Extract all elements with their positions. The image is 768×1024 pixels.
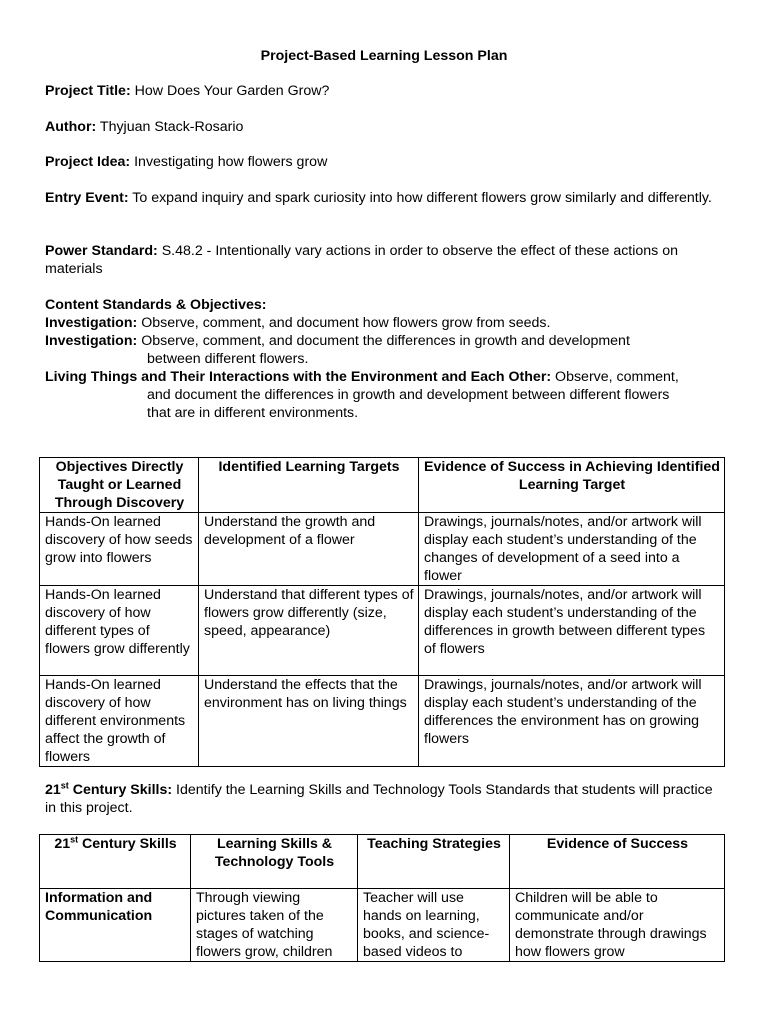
column-header — [40, 835, 191, 889]
table-row — [40, 586, 725, 676]
column-header: Teaching Strategies — [358, 835, 510, 889]
standard-item-text: Observe, comment, and document how flowers grow from seeds. — [141, 315, 551, 331]
standard-item-text-cont: between different flowers. — [147, 351, 309, 367]
table-row — [40, 676, 725, 767]
table-header-row — [40, 458, 725, 513]
column-header: Identified Learning Targets — [199, 458, 419, 513]
table-cell: Hands-On learned discovery of how different environments affect the growth of flowers — [40, 676, 199, 767]
standard-item-label: Investigation: — [45, 333, 138, 349]
table-cell: Information and Communication — [40, 889, 191, 962]
table-row — [40, 889, 725, 962]
standard-item-text: Observe, comment, and document the differences in growth and development — [141, 333, 630, 349]
skills-table — [39, 834, 725, 962]
table-cell: Understand the effects that the environment has on living things — [199, 676, 419, 767]
project-title-value: How Does Your Garden Grow? — [134, 83, 330, 99]
table-cell: Hands-On learned discovery of how seeds grow into flowers — [40, 513, 199, 586]
table-cell: Understand the growth and development of a flower — [199, 513, 419, 586]
column-header: Evidence of Success — [510, 835, 725, 889]
standard-item-label: Investigation: — [45, 315, 138, 331]
page-title: Project-Based Learning Lesson Plan — [260, 48, 508, 64]
author-label: Author: — [45, 119, 97, 135]
table-cell: Children will be able to communicate and/or demonstrate through drawings how flowers grow — [510, 889, 725, 962]
table-cell: Drawings, journals/notes, and/or artwork will display each student’s understanding of the differences the environment has on growing flowers — [419, 676, 725, 767]
column-header-sup: st — [70, 834, 79, 845]
table-cell: Drawings, journals/notes, and/or artwork will display each student’s understanding of the differences in growth between different types of flowers — [419, 586, 725, 676]
table-cell: Teacher will use hands on learning, books, and science-based videos to — [358, 889, 510, 962]
content-standards-heading: Content Standards & Objectives: — [45, 297, 267, 313]
table-cell: Drawings, journals/notes, and/or artwork will display each student’s understanding of the changes of development of a seed into a flower — [419, 513, 725, 586]
column-header: Learning Skills & Technology Tools — [191, 835, 358, 889]
table-cell: Hands-On learned discovery of how different types of flowers grow differently — [40, 586, 199, 676]
column-header: Evidence of Success in Achieving Identified Learning Target — [419, 458, 725, 513]
author-value: Thyjuan Stack-Rosario — [99, 119, 244, 135]
power-standard-label: Power Standard: — [45, 243, 158, 259]
project-idea-field — [45, 153, 725, 171]
table-header-row — [40, 835, 725, 889]
table-cell: Through viewing pictures taken of the stages of watching flowers grow, children — [191, 889, 358, 962]
objectives-table — [39, 457, 725, 767]
standard-item — [45, 332, 725, 368]
project-idea-value: Investigating how flowers grow — [134, 154, 328, 170]
century-skills-label-num: 21 — [45, 782, 61, 798]
standard-item-text-cont: that are in different environments. — [147, 405, 359, 421]
entry-event-value: To expand inquiry and spark curiosity into how different flowers grow similarly and differently. — [132, 190, 712, 206]
standard-item-label: Living Things and Their Interactions with the Environment and Each Other: — [45, 369, 552, 385]
standard-item — [45, 368, 725, 422]
century-skills-field — [45, 781, 725, 817]
column-header-num: 21 — [54, 836, 71, 852]
table-row — [40, 513, 725, 586]
power-standard-field — [45, 242, 725, 278]
table-cell: Understand that different types of flowers grow differently (size, speed, appearance) — [199, 586, 419, 676]
century-skills-label-rest: Century Skills: — [68, 782, 173, 798]
project-title-field — [45, 82, 725, 100]
power-standard-value: S.48.2 - Intentionally vary actions in order to observe the effect of these actions on materials — [45, 243, 678, 277]
standard-item — [45, 314, 725, 332]
standard-item-text: Observe, comment, — [555, 369, 679, 385]
project-idea-label: Project Idea: — [45, 154, 131, 170]
content-standards-section — [45, 296, 725, 422]
standard-item-text-cont: and document the differences in growth and development between different flowers — [147, 387, 670, 403]
project-title-label: Project Title: — [45, 83, 131, 99]
entry-event-field — [45, 189, 725, 207]
author-field — [45, 118, 725, 136]
entry-event-label: Entry Event: — [45, 190, 129, 206]
century-skills-label — [45, 782, 172, 798]
century-skills-label-sup: st — [60, 780, 69, 791]
column-header-rest: Century Skills — [78, 836, 177, 852]
century-skills-text: Identify the Learning Skills and Technology Tools Standards that students will practice in this project. — [45, 782, 713, 816]
column-header: Objectives Directly Taught or Learned Through Discovery — [40, 458, 199, 513]
